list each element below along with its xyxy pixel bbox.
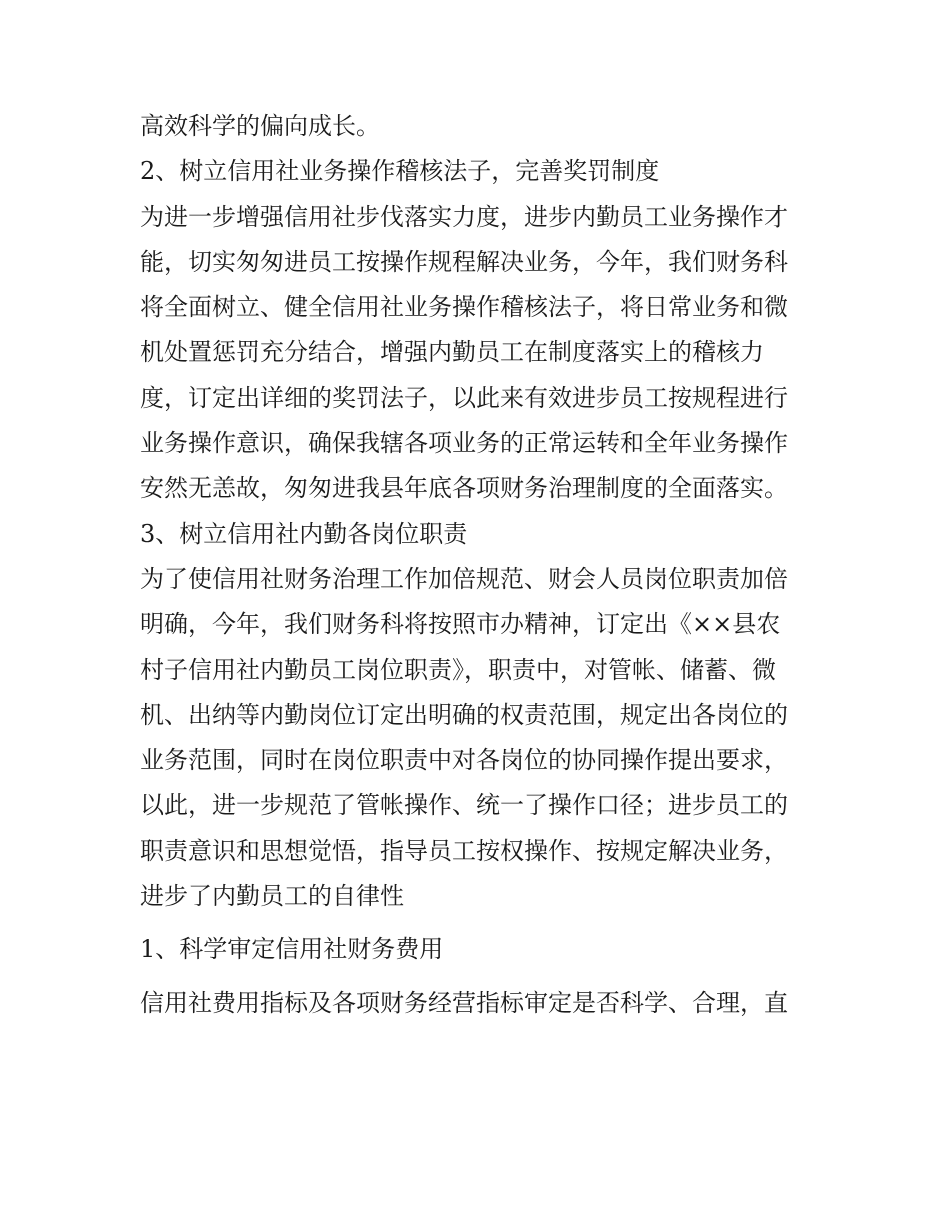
paragraph-line: 高效科学的偏向成长。 (140, 112, 380, 140)
document-body (140, 104, 820, 1026)
paragraph-line: 以此，进一步规范了管帐操作、统一了操作口径；进步员工的 (140, 791, 788, 820)
paragraph-line: 机处置惩罚充分结合，增强内勤员工在制度落实上的稽核力 (140, 338, 764, 367)
paragraph-line: 进步了内勤员工的自律性 (140, 882, 404, 911)
paragraph-line: 业务操作意识，确保我辖各项业务的正常运转和全年业务操作 (140, 429, 788, 458)
paragraph-line: 能，切实匆匆进员工按操作规程解决业务，今年，我们财务科 (140, 247, 788, 276)
paragraph-line: 信用社费用指标及各项财务经营指标审定是否科学、合理，直 (140, 988, 788, 1017)
paragraph-line: 村子信用社内勤员工岗位职责》，职责中，对管帐、储蓄、微 (140, 655, 776, 684)
paragraph-line: 职责意识和思想觉悟，指导员工按权操作、按规定解决业务， (140, 836, 788, 865)
paragraph-line: 为了使信用社财务治理工作加倍规范、财会人员岗位职责加倍 (140, 564, 788, 593)
section-heading: 3、树立信用社内勤各岗位职责 (140, 519, 468, 548)
paragraph-line: 业务范围，同时在岗位职责中对各岗位的协同操作提出要求， (140, 746, 788, 775)
paragraph-line: 机、出纳等内勤岗位订定出明确的权责范围，规定出各岗位的 (140, 700, 788, 729)
section-heading: 1、科学审定信用社财务费用 (140, 935, 444, 964)
section-heading: 2、树立信用社业务操作稽核法子，完善奖罚制度 (140, 157, 660, 186)
paragraph-line: 为进一步增强信用社步伐落实力度，进步内勤员工业务操作才 (140, 202, 788, 231)
paragraph-line: 度，订定出详细的奖罚法子，以此来有效进步员工按规程进行 (140, 383, 788, 412)
paragraph-line: 安然无恙故，匆匆进我县年底各项财务治理制度的全面落实。 (140, 474, 788, 503)
paragraph-line: 将全面树立、健全信用社业务操作稽核法子，将日常业务和微 (140, 293, 788, 322)
paragraph-line: 明确，今年，我们财务科将按照市办精神，订定出《××县农 (140, 610, 781, 639)
